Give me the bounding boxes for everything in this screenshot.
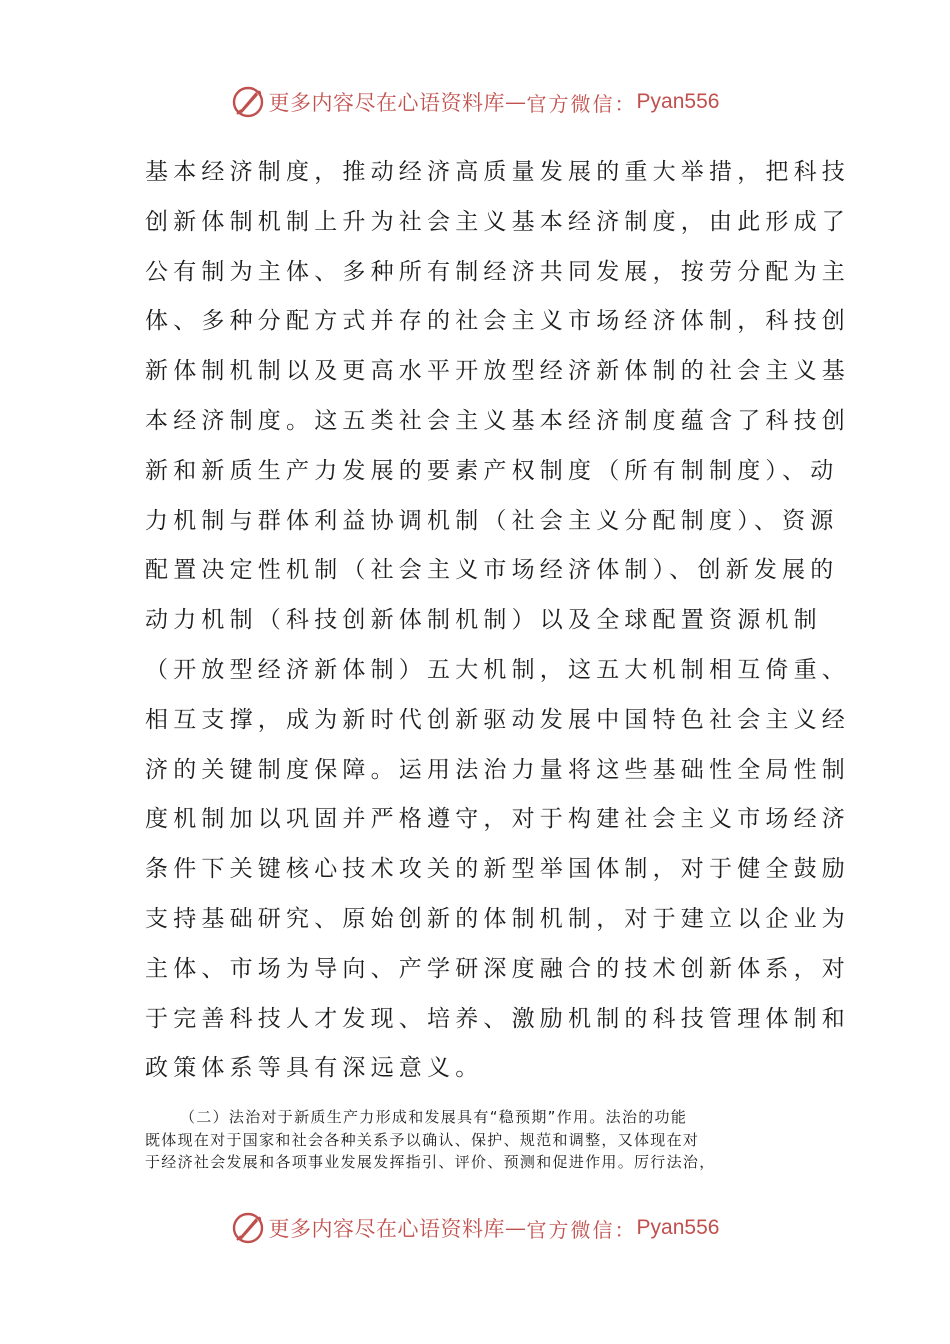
body-line: 相互支撑，成为新时代创新驱动发展中国特色社会主义经 [145,706,850,733]
banner-wechat-label: 官方微信： [526,91,637,116]
body-line: 动力机制（科技创新体制机制）以及全球配置资源机制 [145,607,822,634]
body-line: （开放型经济新体制）五大机制，这五大机制相互倚重、 [145,656,850,683]
quill-logo-icon [231,85,265,119]
section-line: 既体现在对于国家和社会各种关系予以确认、保护、规范和调整，又体现在对 [145,1130,700,1149]
body-line: 条件下关键核心技术攻关的新型举国体制，对于健全鼓励 [145,856,850,883]
body-line: 新体制机制以及更高水平开放型经济新体制的社会主义基 [145,358,850,385]
body-line: 主体、市场为导向、产学研深度融合的技术创新体系，对 [145,955,850,982]
banner-wechat-id: Pyan556 [636,90,720,113]
body-line: 体、多种分配方式并存的社会主义市场经济体制，科技创 [145,308,850,335]
body-line: 本经济制度。这五类社会主义基本经济制度蕴含了科技创 [145,407,850,434]
banner-wechat-id: Pyan556 [636,1216,720,1239]
body-line: 新和新质生产力发展的要素产权制度（所有制制度）、动 [145,457,839,484]
banner-dash: — [505,1216,527,1240]
body-paragraph [145,148,850,1094]
footer-banner [0,1208,950,1248]
banner-dash: — [505,90,527,114]
body-line: 公有制为主体、多种所有制经济共同发展，按劳分配为主 [145,258,850,285]
body-line: 创新体制机制上升为社会主义基本经济制度，由此形成了 [145,208,850,235]
header-banner [0,82,950,122]
banner-main-text: 更多内容尽在心语资料库 [268,1217,506,1241]
section-line: 于经济社会发展和各项事业发展发挥指引、评价、预测和促进作用。厉行法治， [145,1153,716,1171]
body-line: 政策体系等具有深远意义。 [145,1055,484,1082]
body-line: 度机制加以巩固并严格遵守，对于构建社会主义市场经济 [145,806,850,833]
section-paragraph [145,1106,815,1174]
banner-wechat-label: 官方微信： [526,1217,637,1242]
body-line: 力机制与群体利益协调机制（社会主义分配制度）、资源 [145,507,839,534]
quill-logo-icon [231,1211,265,1245]
body-line: 配置决定性机制（社会主义市场经济体制）、创新发展的 [145,557,839,584]
body-line: 济的关键制度保障。运用法治力量将这些基础性全局性制 [145,756,850,783]
body-line: 于完善科技人才发现、培养、激励机制的科技管理体制和 [145,1005,850,1032]
section-line: （二）法治对于新质生产力形成和发展具有“稳预期”作用。法治的功能 [180,1108,688,1126]
body-line: 支持基础研究、原始创新的体制机制，对于建立以企业为 [145,905,850,932]
banner-main-text: 更多内容尽在心语资料库 [268,91,506,115]
body-line: 基本经济制度，推动经济高质量发展的重大举措，把科技 [145,159,850,185]
